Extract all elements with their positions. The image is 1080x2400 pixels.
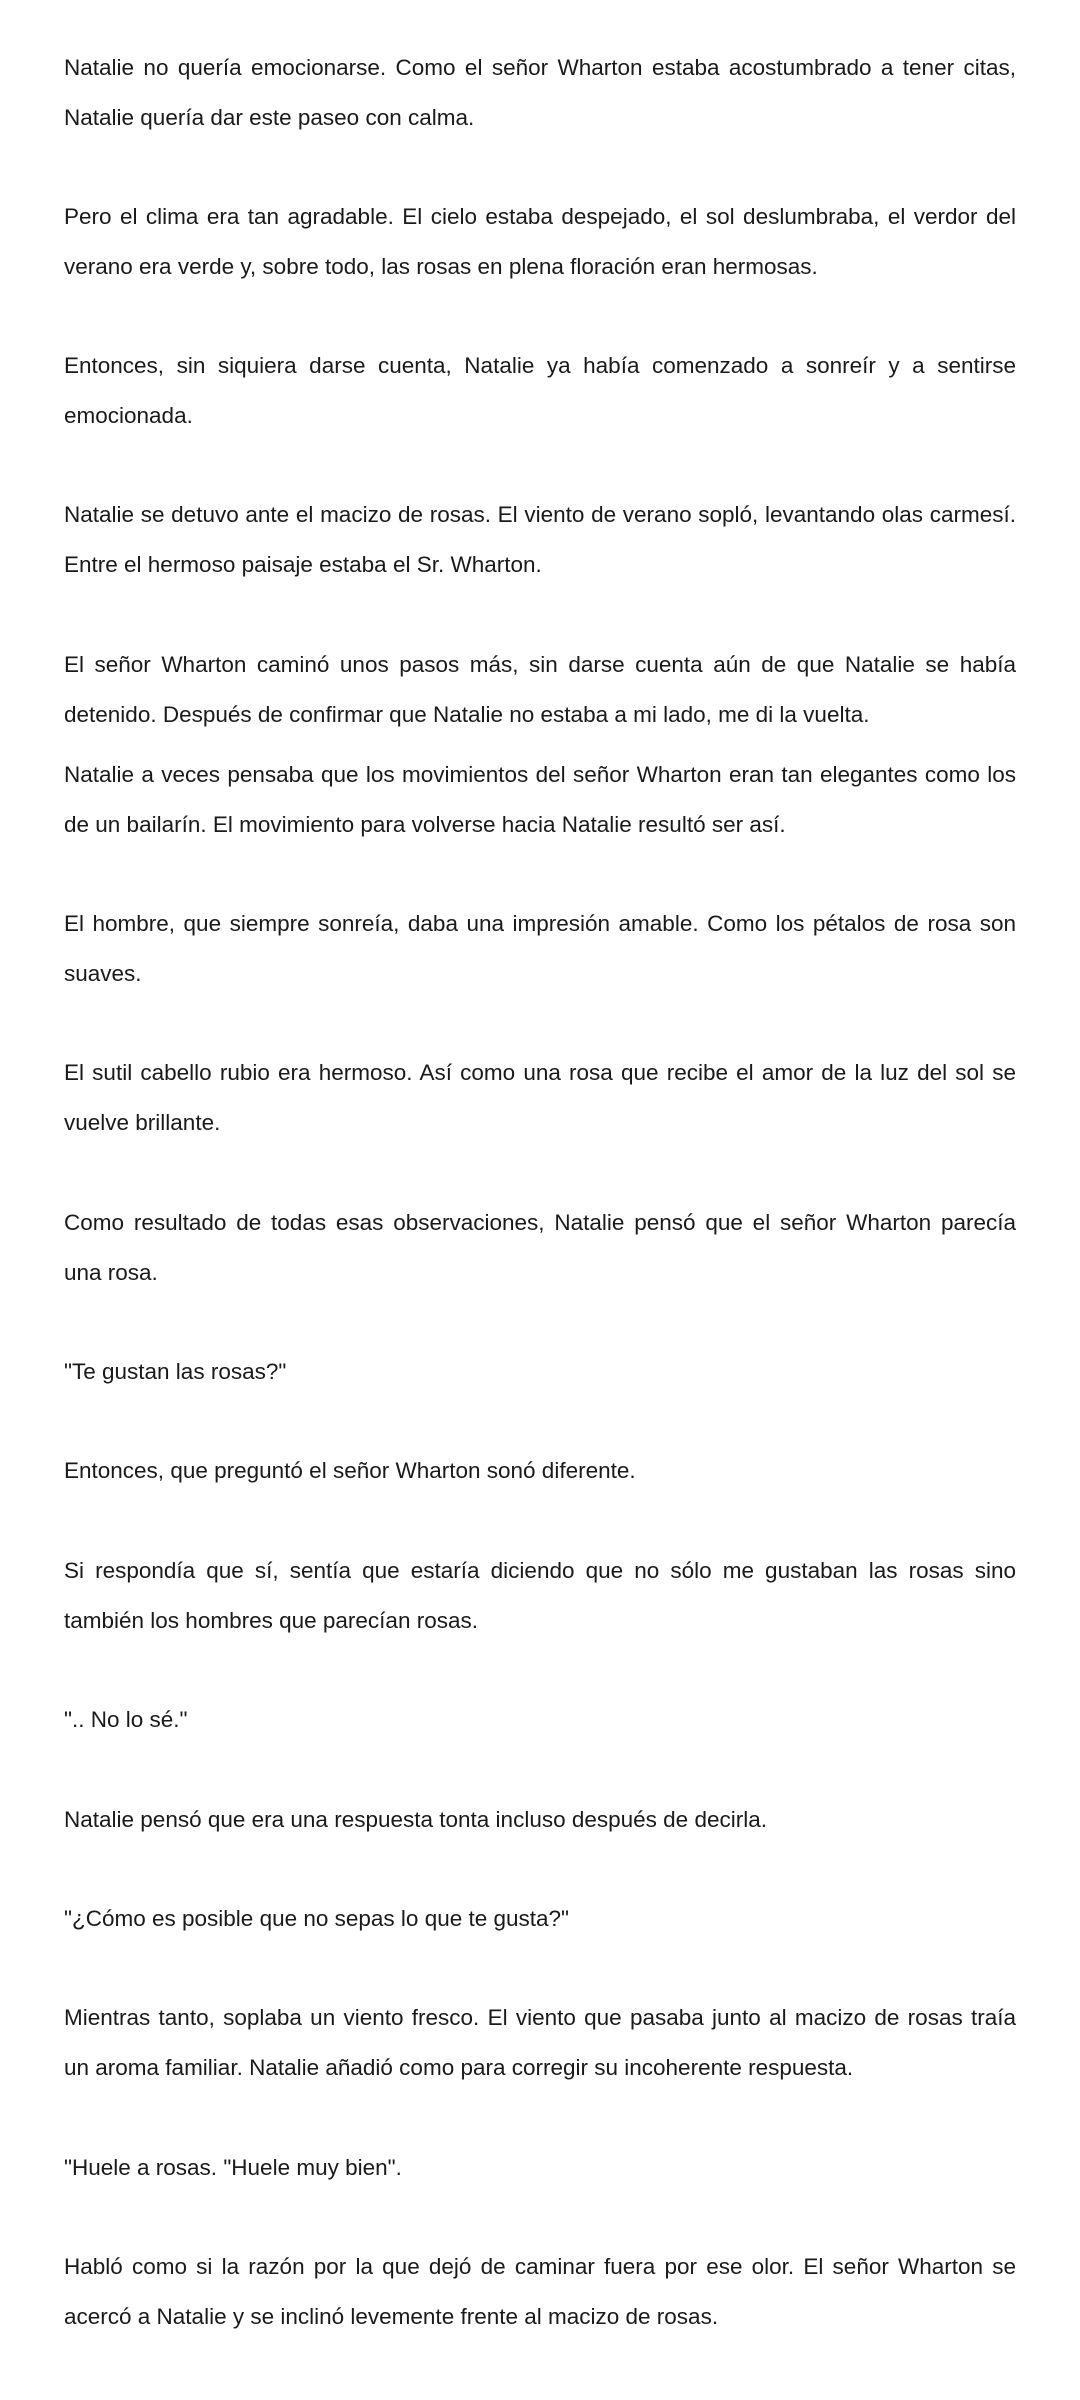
paragraph: Entonces, que preguntó el señor Wharton sonó diferente. (64, 1458, 636, 1483)
paragraph: "¿Cómo es posible que no sepas lo que te gusta?" (64, 1906, 570, 1931)
paragraph: Pero el clima era tan agradable. El cielo estaba despejado, el sol deslumbraba, el verdor del verano era verde y, sobre todo, las rosas en plena floración eran hermosas. (64, 204, 1016, 279)
paragraph: Si respondía que sí, sentía que estaría diciendo que no sólo me gustaban las rosas sino también los hombres que parecían rosas. (64, 1558, 1016, 1633)
paragraph: Como resultado de todas esas observaciones, Natalie pensó que el señor Wharton parecía una rosa. (64, 1210, 1016, 1285)
paragraph: "Te gustan las rosas?" (64, 1359, 287, 1384)
paragraph: El señor Wharton caminó unos pasos más, sin darse cuenta aún de que Natalie se había detenido. Después de confirmar que Natalie no estaba a mi lado, me di la vuelta. (64, 652, 1016, 727)
paragraph: "Huele a rosas. "Huele muy bien". (64, 2155, 402, 2180)
paragraph: El sutil cabello rubio era hermoso. Así como una rosa que recibe el amor de la luz del sol se vuelve brillante. (64, 1060, 1016, 1135)
paragraph: Natalie a veces pensaba que los movimientos del señor Wharton eran tan elegantes como los de un bailarín. El movimiento para volverse hacia Natalie resultó ser así. (64, 762, 1016, 837)
paragraph: ".. No lo sé." (64, 1707, 188, 1732)
paragraph: Natalie pensó que era una respuesta tonta incluso después de decirla. (64, 1807, 767, 1832)
paragraph: Natalie no quería emocionarse. Como el señor Wharton estaba acostumbrado a tener citas, Natalie quería dar este paseo con calma. (64, 55, 1016, 130)
paragraph: El hombre, que siempre sonreía, daba una impresión amable. Como los pétalos de rosa son suaves. (64, 911, 1016, 986)
paragraph: Entonces, sin siquiera darse cuenta, Natalie ya había comenzado a sonreír y a sentirse emocionada. (64, 353, 1016, 428)
paragraph: Habló como si la razón por la que dejó de caminar fuera por ese olor. El señor Wharton se acercó a Natalie y se inclinó levemente frente al macizo de rosas. (64, 2254, 1016, 2329)
paragraph: Natalie se detuvo ante el macizo de rosas. El viento de verano sopló, levantando olas carmesí. Entre el hermoso paisaje estaba el Sr. Wharton. (64, 502, 1016, 577)
paragraph: Mientras tanto, soplaba un viento fresco. El viento que pasaba junto al macizo de rosas traía un aroma familiar. Natalie añadió como para corregir su incoherente respuesta. (64, 2005, 1016, 2080)
